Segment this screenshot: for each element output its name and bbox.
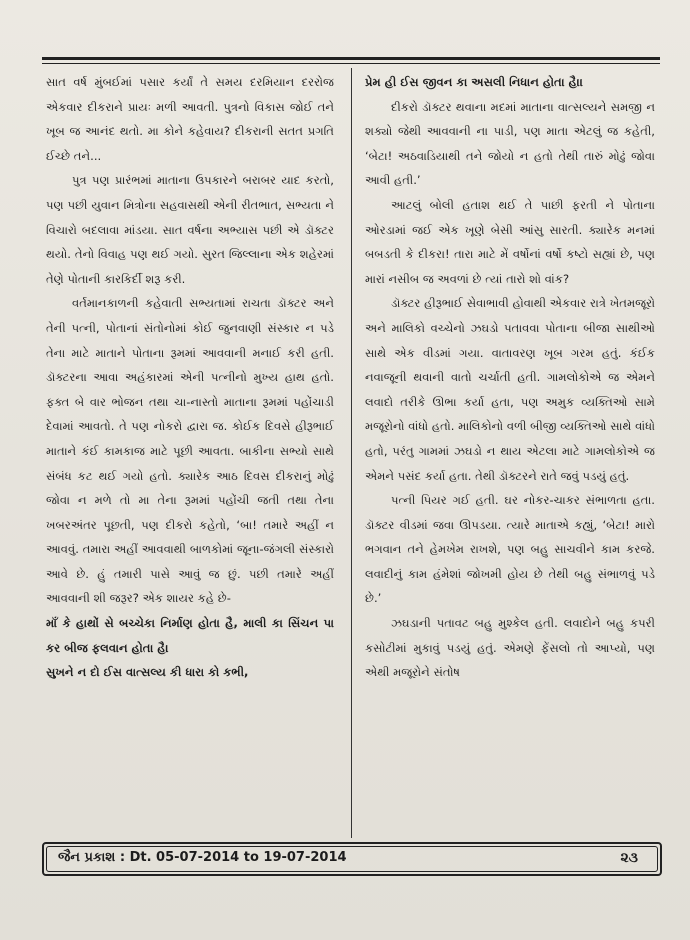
verse-line: સુખને ન દો ઈસ વાત્સલ્ય કી ધારા કો કભી, [46, 665, 249, 680]
footer-bar [42, 842, 662, 876]
paragraph: પુત્ર પણ પ્રારંભમાં માતાના ઉપકારને બરાબર યાદ કરતો, પણ પછી યુવાન મિત્રોના સહવાસથી એની રીતભાત, સભ્યતા ને વિચારો બદલાવા માંડયા. સાત વર્ષના અભ્યાસ પછી એ ડૉક્ટર થયો. તેનો વિવાહ પણ થઈ ગયો. સુરત જિલ્લાના એક શહેરમાં તેણે પોતાની કારકિર્દી શરૂ કરી. [46, 173, 334, 286]
paragraph: ઝઘડાની પતાવટ બહુ મુશ્કેલ હતી. લવાદોને બહુ કપરી કસોટીમાં મુકાવું પડયું હતું. એમણે ફેંસલો તો આપ્યો, પણ એથી મજૂરોને સંતોષ [365, 616, 655, 680]
column-divider [351, 68, 352, 838]
page-number: ૨૩ [620, 850, 638, 866]
paragraph: સાત વર્ષ મુંબઈમાં પસાર કર્યાં તે સમય દરમિયાન દરરોજ એકવાર દીકરાને પ્રાયઃ મળી આવતી. પુત્રનો વિકાસ જોઈ તને ખૂબ જ આનંદ થતો. મા કોને કહેવાય? દીકરાની સતત પ્રગતિ ઈચ્છે તને... [46, 75, 334, 163]
publication-info: જૈન પ્રકાશ : Dt. 05-07-2014 to 19-07-2014 [58, 850, 347, 865]
verse-line: માઁ કે હાથોં સે બચ્ચેકા નિર્માણ હોતા હૈ, માલી કા સિંચન પા કર બીજ ફલવાન હોતા હૈ। [46, 616, 334, 655]
paragraph: આટલું બોલી હતાશ થઈ તે પાછી ફરતી ને પોતાના ઓરડામાં જઈ એક ખૂણે બેસી આંસુ સારતી. ક્યારેક મનમાં બબડતી કે દીકરા! તારા માટે મેં વર્ષોનાં વર્ષો કષ્ટો સહ્યાં છે, પણ મારાં નસીબ જ અવળાં છે ત્યાં તારો શો વાંક? [365, 197, 655, 286]
left-column [46, 70, 334, 685]
paragraph: વર્તમાનકાળની કહેવાતી સભ્યતામાં રાચતા ડૉક્ટર અને તેની પત્ની, પોતાનાં સંતોનોમાં કોઈ જુનવાણી સંસ્કાર ન પડે તેના માટે માતાને પોતાના રૂમમાં આવવાની મનાઈ કરી હતી. ડૉક્ટરના આવા અહંકારમાં એની પત્નીનો મુખ્ય હાથ હતો. ફક્ત બે વાર ભોજન તથા ચા-નાસ્તો માતાના રૂમમાં પહોંચાડી દેવામાં આવતો. તે પણ નોકરો દ્વારા જ. કોઈક દિવસે હીરૂભાઈ માતાને કંઈ કામકાજ માટે પૂછી આવતા. બાકીના સભ્યો સાથે સંબંધ કટ થઈ ગયો હતો. ક્યારેક આઠ દિવસ દીકરાનું મોઢું જોવા ન મળે તો મા તેના રૂમમાં પહોંચી જતી તથા તેના ખબરઅંતર પૂછતી, પણ દીકરો કહેતો, ‘બા! તમારે અહીં ન આવવું. તમારા અહીં આવવાથી બાળકોમાં જૂના-જંગલી સંસ્કારો આવે છે. હું તમારી પાસે આવું જ છું. પછી તમારે અહીં આવવાની શી જરૂર? એક શાયર કહે છે- [46, 296, 334, 606]
top-rule [42, 57, 660, 64]
right-column [365, 70, 655, 685]
paragraph: પત્ની પિયર ગઈ હતી. ઘર નોકર-ચાકર સંભાળતા હતા. ડૉક્ટર વીડમાં જવા ઊપડયા. ત્યારે માતાએ કહ્યું, ‘બેટા! મારો ભગવાન તને હેમખેમ રાખશે, પણ બહુ સાચવીને કામ કરજે. લવાદીનું કામ હંમેશાં જોખમી હોય છે તેથી બહુ સંભાળવું પડે છે.’ [365, 493, 655, 606]
paragraph: દીકરો ડૉક્ટર થવાના મદમાં માતાના વાત્સલ્યને સમજી ન શક્યો જેથી આવવાની ના પાડી, પણ માતા એટલું જ કહેતી, ‘બેટા! અઠવાડિયાથી તને જોયો ન હતો તેથી તારું મોઢું જોવા આવી હતી.’ [365, 99, 655, 188]
verse-line: પ્રેમ હી ઈસ જીવન કા અસલી નિધાન હોતા હૈ।। [365, 75, 584, 89]
paragraph: ડૉક્ટર હીરૂભાઈ સેવાભાવી હોવાથી એકવાર રાત્રે ખેતમજૂરો અને માલિકો વચ્ચેનો ઝઘડો પતાવવા પોતાના બીજા સાથીઓ સાથે એક વીડમાં ગયા. વાતાવરણ ખૂબ ગરમ હતું. કંઈક નવાજૂની થવાની વાતો ચર્ચાતી હતી. ગામલોકોએ જ એમને લવાદો તરીકે ઊભા કર્યા હતા, પણ અમુક વ્યક્તિઓ સામે મજૂરોનો વાંધો હતો. માલિકોનો વળી બીજી વ્યક્તિઓ સાથે વાંધો હતો, પરંતુ ગામમાં ઝઘડો ન થાય એટલા માટે ગામલોકોએ જ એમને પસંદ કર્યા હતા. તેથી ડૉક્ટરને રાતે જવું પડયું હતું. [365, 296, 655, 483]
